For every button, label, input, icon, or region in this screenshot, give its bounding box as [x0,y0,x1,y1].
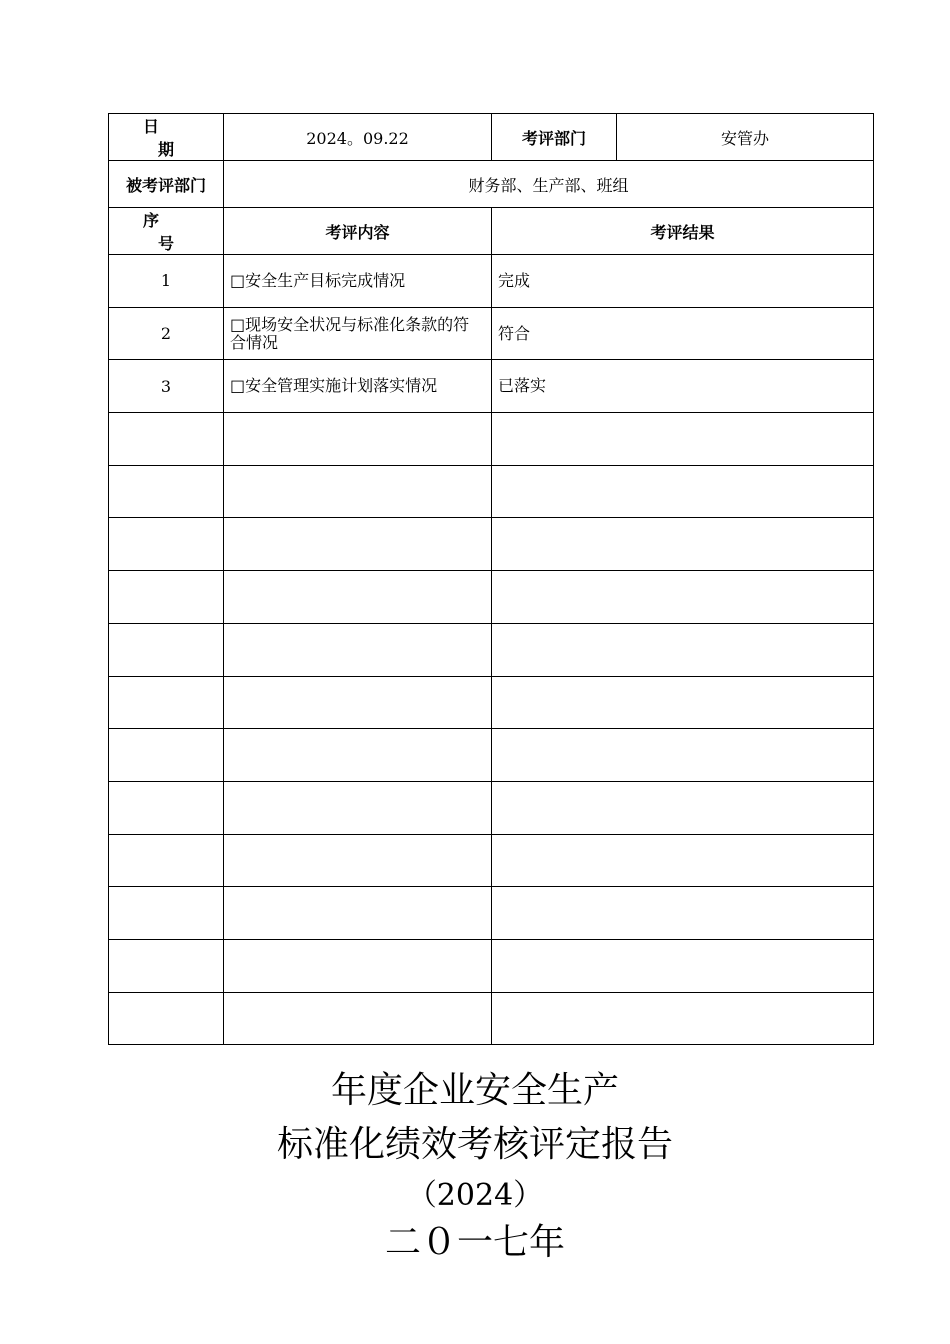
row-result: 完成 [492,255,874,308]
content-header: 考评内容 [224,208,492,255]
report-year: （2024） [406,1178,544,1213]
empty-cell [224,992,492,1045]
table-row [109,360,874,413]
date-row [109,114,874,161]
evaluation-table [108,113,874,1045]
empty-row [109,676,874,729]
empty-cell [109,571,224,624]
empty-cell [492,834,874,887]
table-row [109,307,874,360]
empty-cell [492,676,874,729]
dept-label: 考评部门 [492,114,617,161]
column-header-row [109,208,874,255]
seq-header: 序 号 [142,211,204,253]
empty-cell [224,571,492,624]
empty-cell [492,781,874,834]
date-label-cell [109,114,224,161]
empty-cell [492,623,874,676]
empty-row [109,729,874,782]
empty-row [109,834,874,887]
target-dept-label: 被考评部门 [109,161,224,208]
empty-cell [492,465,874,518]
table-row [109,255,874,308]
empty-row [109,781,874,834]
empty-row [109,887,874,940]
empty-cell [224,623,492,676]
row-content: □安全生产目标完成情况 [224,255,492,308]
seq-header-cell [109,208,224,255]
empty-cell [224,676,492,729]
target-dept-value: 财务部、生产部、班组 [224,161,874,208]
empty-cell [492,571,874,624]
report-title-line1: 年度企业安全生产 [330,1070,619,1111]
empty-cell [224,413,492,466]
empty-row [109,623,874,676]
empty-cell [492,887,874,940]
empty-row [109,571,874,624]
empty-cell [492,729,874,782]
empty-cell [224,834,492,887]
report-title-line2: 标准化绩效考核评定报告 [276,1124,673,1165]
row-seq: 2 [109,307,224,360]
empty-cell [109,939,224,992]
row-seq: 1 [109,255,224,308]
empty-cell [224,939,492,992]
empty-row [109,992,874,1045]
empty-cell [109,676,224,729]
empty-row [109,939,874,992]
row-seq: 3 [109,360,224,413]
empty-cell [224,729,492,782]
row-content: □现场安全状况与标准化条款的符合情况 [224,307,492,360]
empty-cell [109,465,224,518]
empty-cell [224,887,492,940]
empty-cell [224,465,492,518]
result-header: 考评结果 [492,208,874,255]
date-value: 2024。09.22 [224,114,492,161]
row-content: □安全管理实施计划落实情况 [224,360,492,413]
empty-cell [109,623,224,676]
date-label: 日 期 [142,117,204,159]
report-date: 二０一七年 [384,1222,565,1263]
empty-cell [109,781,224,834]
empty-cell [109,887,224,940]
empty-cell [109,729,224,782]
empty-cell [109,413,224,466]
empty-cell [492,518,874,571]
row-result: 符合 [492,307,874,360]
row-result: 已落实 [492,360,874,413]
empty-cell [109,518,224,571]
empty-row [109,413,874,466]
empty-row [109,465,874,518]
target-dept-row [109,161,874,208]
empty-cell [224,781,492,834]
empty-cell [492,992,874,1045]
empty-cell [109,992,224,1045]
empty-cell [224,518,492,571]
empty-cell [492,413,874,466]
empty-cell [492,939,874,992]
empty-row [109,518,874,571]
dept-value: 安管办 [617,114,874,161]
empty-cell [109,834,224,887]
